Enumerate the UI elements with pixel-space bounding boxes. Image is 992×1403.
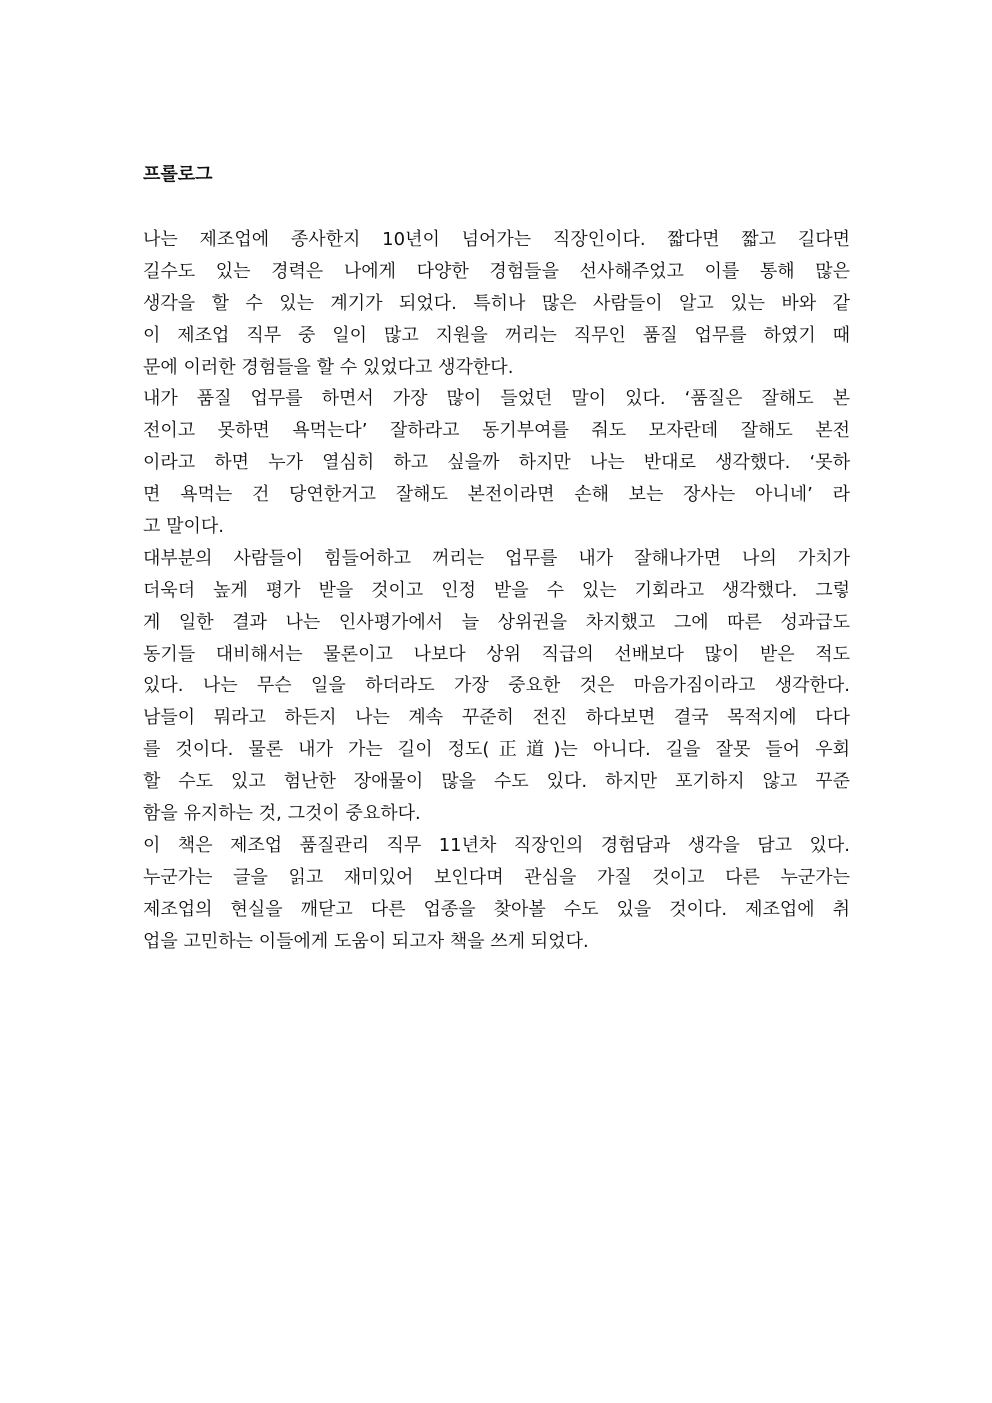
text-line: 생각을 할 수 있는 계기가 되었다. 특히나 많은 사람들이 알고 있는 바와 같 [143, 292, 850, 314]
text-line: 제조업의 현실을 깨닫고 다른 업종을 찾아볼 수도 있을 것이다. 제조업에 취 [143, 898, 850, 920]
text-line: 이라고 하면 누가 열심히 하고 싶을까 하지만 나는 반대로 생각했다. ‘못하 [143, 452, 850, 474]
text-line: 문에 이러한 경험들을 할 수 있었다고 생각한다. [143, 356, 514, 378]
text-line: 를 것이다. 물론 내가 가는 길이 정도(正道)는 아니다. 길을 잘못 들어 우회 [143, 739, 850, 761]
paragraph [143, 830, 850, 958]
text-line: 면 욕먹는 건 당연한거고 잘해도 본전이라면 손해 보는 장사는 아니네’ 라 [143, 484, 850, 506]
text-line: 동기들 대비해서는 물론이고 나보다 상위 직급의 선배보다 많이 받은 적도 [143, 643, 850, 665]
text-line: 있다. 나는 무슨 일을 하더라도 가장 중요한 것은 마음가짐이라고 생각한다. [143, 675, 850, 697]
text-line: 게 일한 결과 나는 인사평가에서 늘 상위권을 차지했고 그에 따른 성과급도 [143, 611, 850, 633]
text-line: 나는 제조업에 종사한지 10년이 넘어가는 직장인이다. 짧다면 짧고 길다면 [143, 229, 850, 250]
text-line: 대부분의 사람들이 힘들어하고 꺼리는 업무를 내가 잘해나가면 나의 가치가 [143, 547, 850, 569]
text-line: 할 수도 있고 험난한 장애물이 많을 수도 있다. 하지만 포기하지 않고 꾸준 [143, 771, 850, 793]
text-line: 업을 고민하는 이들에게 도움이 되고자 책을 쓰게 되었다. [143, 930, 589, 952]
text-line: 전이고 못하면 욕먹는다’ 잘하라고 동기부여를 줘도 모자란데 잘해도 본전 [143, 420, 850, 442]
text-line: 더욱더 높게 평가 받을 것이고 인정 받을 수 있는 기회라고 생각했다. 그렇 [143, 579, 850, 601]
text-line: 내가 품질 업무를 하면서 가장 많이 들었던 말이 있다. ‘품질은 잘해도 본 [143, 388, 850, 410]
paragraph [143, 224, 850, 383]
text-line: 길수도 있는 경력은 나에게 다양한 경험들을 선사해주었고 이를 통해 많은 [143, 260, 850, 282]
paragraph [143, 543, 850, 830]
text-line: 고 말이다. [143, 516, 224, 538]
document-body [143, 224, 850, 957]
text-line: 남들이 뭐라고 하든지 나는 계속 꾸준히 전진 하다보면 결국 목적지에 다다 [143, 707, 850, 729]
text-line: 함을 유지하는 것, 그것이 중요하다. [143, 803, 421, 825]
text-line: 이 제조업 직무 중 일이 많고 지원을 꺼리는 직무인 품질 업무를 하였기 때 [143, 324, 850, 346]
text-line: 이 책은 제조업 품질관리 직무 11년차 직장인의 경험담과 생각을 담고 있다. [143, 834, 850, 856]
paragraph [143, 383, 850, 542]
document-title: 프롤로그 [143, 164, 213, 185]
text-line: 누군가는 글을 읽고 재미있어 보인다며 관심을 가질 것이고 다른 누군가는 [143, 866, 850, 888]
